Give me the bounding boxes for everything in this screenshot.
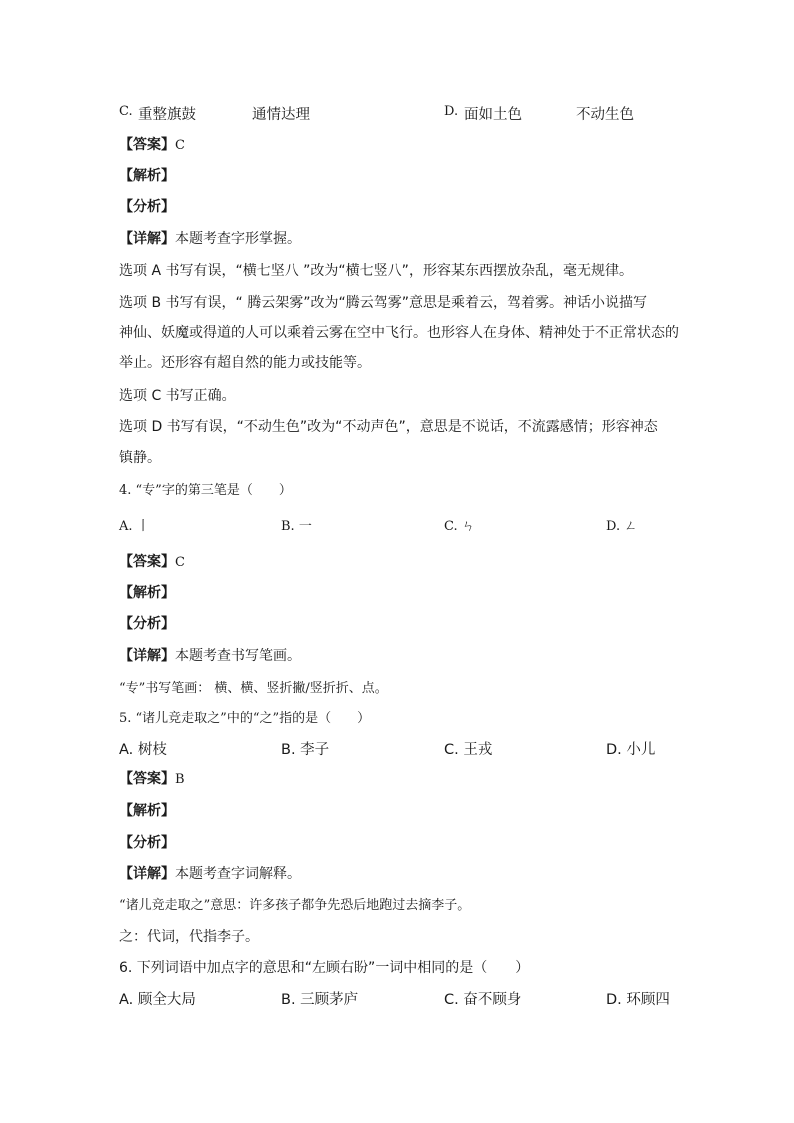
q3-option-d-word2: 不动生色: [576, 107, 634, 123]
xiangjie-tag: 【详解】: [119, 231, 175, 247]
q5-analysis-line: “诸儿竞走取之”意思：许多孩子都争先恐后地跑过去摘李子。: [119, 898, 471, 913]
q6-option-d: D. 环顾四: [606, 992, 670, 1008]
xiangjie-text: 本题考查字形掌握。: [175, 231, 301, 247]
q4-jiexi: 【解析】: [119, 585, 175, 601]
q3-analysis-line: 神仙、妖魔或得道的人可以乘着云雾在空中飞行。也形容人在身体、精神处于不正常状态的: [119, 325, 679, 341]
q4-option-a: A. 丨: [119, 519, 150, 534]
q3-answer: [119, 134, 185, 154]
q4-analysis-line: “专”书写笔画： 横、横、竖折撇/竖折折、点。: [119, 681, 388, 696]
xiangjie-tag: 【详解】: [119, 648, 175, 664]
q4-option-b: B. 一: [281, 519, 312, 534]
q3-option-c-word2: 通情达理: [252, 107, 310, 123]
answer-tag: 【答案】: [119, 771, 175, 787]
q5-option-d: D. 小儿: [606, 742, 656, 758]
q5-analysis-line: 之：代词，代指李子。: [119, 929, 259, 945]
q3-analysis-line: 镇静。: [119, 450, 161, 466]
q5-xiangjie: [119, 863, 301, 883]
xiangjie-text: 本题考查书写笔画。: [175, 648, 301, 664]
q4-option-d: D. ㄥ: [606, 519, 638, 534]
q3-analysis-line: 选项 D 书写有误，“不动生色”改为“不动声色”，意思是不说话，不流露感情；形容神态: [119, 419, 658, 435]
q5-option-a: A. 树枝: [119, 742, 167, 758]
q5-fenxi: 【分析】: [119, 835, 175, 851]
q4-question: 4. “专”字的第三笔是（ ）: [119, 483, 292, 498]
q4-option-c: C. ㄣ: [444, 519, 475, 534]
q3-option-c-label: C.: [119, 104, 133, 119]
q4-answer: [119, 551, 185, 571]
q3-analysis-line: 选项 A 书写有误，“横七坚八 ”改为“横七竖八”，形容某东西摆放杂乱，毫无规律。: [119, 263, 633, 279]
q6-question: 6. 下列词语中加点字的意思和“左顾右盼”一词中相同的是（ ）: [119, 960, 530, 976]
q3-analysis-line: 选项 B 书写有误，“ 腾云架雾”改为“腾云驾雾”意思是乘着云，驾着雾。神话小说描写: [119, 295, 647, 311]
q6-option-c: C. 奋不顾身: [444, 992, 522, 1008]
xiangjie-tag: 【详解】: [119, 866, 175, 882]
q5-question: 5. “诸儿竞走取之”中的“之”指的是（ ）: [119, 711, 371, 726]
q6-option-b: B. 三顾茅庐: [281, 992, 359, 1008]
q5-answer: [119, 768, 185, 788]
q5-option-b: B. 李子: [281, 742, 330, 758]
xiangjie-text: 本题考查字词解释。: [175, 866, 301, 882]
answer-value: C: [175, 555, 185, 570]
q4-fenxi: 【分析】: [119, 616, 175, 632]
q6-option-a: A. 顾全大局: [119, 992, 196, 1008]
q3-option-d-label: D.: [444, 104, 459, 119]
q3-analysis-line: 选项 C 书写正确。: [119, 388, 236, 404]
q3-analysis-line: 举止。还形容有超自然的能力或技能等。: [119, 355, 371, 371]
q5-option-c: C. 王戎: [444, 742, 493, 758]
answer-value: B: [175, 772, 185, 787]
q4-xiangjie: [119, 645, 301, 665]
q3-option-d-word1: 面如土色: [464, 107, 522, 123]
q3-option-c-word1: 重整旗鼓: [138, 107, 196, 123]
q3-fenxi: 【分析】: [119, 199, 175, 215]
q5-jiexi: 【解析】: [119, 803, 175, 819]
answer-value: C: [175, 138, 185, 153]
answer-tag: 【答案】: [119, 137, 175, 153]
q3-jiexi: 【解析】: [119, 168, 175, 184]
q3-xiangjie: [119, 228, 301, 248]
answer-tag: 【答案】: [119, 554, 175, 570]
